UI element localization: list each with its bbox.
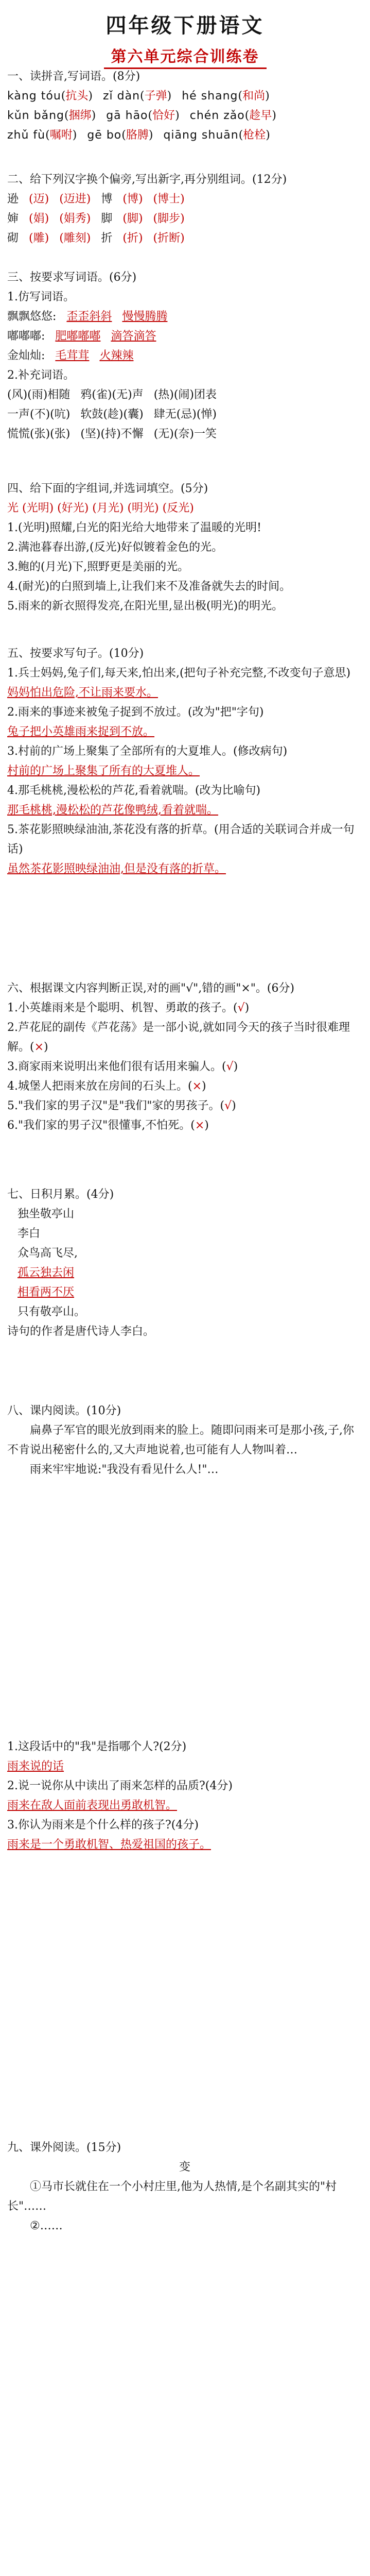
page-subtitle: 第六单元综合训练卷 (104, 43, 267, 69)
radical-row: 逊 (迈) (迈进) 博 (博) (博士) (7, 193, 185, 206)
section-heading: 二、给下列汉字换个偏旁,写出新字,再分别组词。(12分) (7, 173, 287, 186)
section-radicals (7, 170, 362, 248)
section-reading-out: 九、课外阅读。(15分) 变 ①马市长就住在一个小村庄里,他为人热情,是个名副其实的"村长"…… ②…… (7, 2138, 362, 2576)
pinyin-item: hé shang(和尚) (182, 90, 270, 103)
section-poem: 七、日积月累。(4分) 独坐敬亭山 李白 众鸟高飞尽, 孤云独去闲 相看两不厌 只有敬亭山。 诗句的作者是唐代诗人李白。 (7, 1185, 362, 1342)
pinyin-item: chén zǎo(趁早) (189, 109, 276, 122)
pinyin-item: kǔn bǎng(捆绑) (7, 109, 96, 122)
pinyin-row (7, 106, 362, 126)
pinyin-item: kàng tóu(抗头) (7, 90, 93, 103)
pinyin-item: gē bo(胳膊) (87, 129, 153, 142)
section-sentences: 五、按要求写句子。(10分) 1.兵士妈妈,兔子们,每天来,怕出来,(把句子补充完整,不改变句子意思) 妈妈怕出危险,不让雨来要水。 2.雨来的事迹来被兔子捉到不放过。(改为"把"字句) 兔子把小英雄雨来捉到不放。 3.村前的广场上聚集了全部所有的大夏堆人。(修改病句) 村前的广场上聚集了所有的大夏堆人。 4.那毛桃桃,漫松松的芦花,看着就喘。(改为比喻句) 那毛桃桃,漫松松的芦花像鸭绒,看着就喘。 5.茶花影照映绿油油,茶花没有落的折草。(用合适的关联词合并成一句话) 虽然茶花影照映绿油油,但是没有落的折草。 (7, 644, 362, 879)
section-judge: 六、根据课文内容判断正误,对的画"√",错的画"×"。(6分) 1.小英雄雨来是个聪明、机智、勇敢的孩子。(√) 2.芦花屁的副传《芦花荡》是一部小说,就如同今天的孩子当时很难理解。(×) 3.商家雨来说明出来他们很有话用来骗人。(√) 4.城堡人把雨来放在房间的石头上。(×) 5."我们家的男子汉"是"我们"家的男孩子。(√) 6."我们家的男子汉"很懂事,不怕死。(×) (7, 979, 362, 1136)
section-words: 三、按要求写词语。(6分) 1.仿写词语。 飘飘悠悠: 歪歪斜斜 慢慢腾腾 嘟嘟嘟: 肥嘟嘟嘟 滴答滴答 金灿灿: 毛茸茸 火辣辣 2.补充词语。 (风)(雨)相随 鸦(雀)(无)声 (热)(闹)团表 一声(不)(吭) 软鼓(趁)(囊) 肆无(忌)(惮) 慌慌(张)(张) (坚)(持)不懈 (无)(奈)一笑 (7, 268, 362, 444)
radical-row: 婶 (娟) (娟秀) 脚 (脚) (脚步) (7, 212, 185, 225)
section-fill: 四、给下面的字组词,并选词填空。(5分) 光 (光明) (好光) (月光) (明光) (反光) 1.(光明)照耀,白光的阳光给大地带来了温暖的光明! 2.满池暮春出游,(反光)好似镀着金色的光。 3.鲍的(月光)下,照野更是美丽的光。 4.(耐光)的白照到墙上,让我们来不及准备就失去的时间。 5.雨来的新衣照得发亮,在阳光里,显出极(明光)的明光。 (7, 479, 362, 616)
section-heading: 七、日积月累。(4分) (7, 1188, 114, 1201)
radical-row: 砌 (雕) (雕刻) 折 (折) (折断) (7, 232, 185, 245)
header (0, 9, 370, 69)
pinyin-item: zhǔ fù(嘱咐) (7, 129, 77, 142)
page-title: 四年级下册语文 (105, 14, 265, 38)
section-heading: 三、按要求写词语。(6分) (7, 271, 137, 284)
section-reading-in: 八、课内阅读。(10分) 扁鼻子军官的眼光放到雨来的脸上。随即问雨来可是那小孩,子,你不肯说出秘密什么的,又大声地说着,也可能有人人物叫着… 雨来牢牢地说:"我没有看见什么人!"… 1.这段话中的"我"是指哪个人?(2分) 雨来说的话 2.说一说你从中读出了雨来怎样的品质?(4分) 雨来在敌人面前表现出勇敢机智。 3.你认为雨来是个什么样的孩子?(4分) 雨来是一个勇敢机智、热爱祖国的孩子。 (7, 1401, 362, 1855)
pinyin-row (7, 87, 362, 106)
pinyin-item: qiāng shuān(枪栓) (163, 129, 270, 142)
pinyin-item: gā hāo(恰好) (106, 109, 180, 122)
section-heading: 八、课内阅读。(10分) (7, 1404, 121, 1417)
section-heading: 六、根据课文内容判断正误,对的画"√",错的画"×"。(6分) (7, 982, 295, 995)
section-heading: 一、读拼音,写词语。(8分) (7, 70, 140, 83)
section-heading: 五、按要求写句子。(10分) (7, 647, 144, 660)
section-pinyin (7, 67, 362, 145)
section-heading: 九、课外阅读。(15分) (7, 2141, 121, 2154)
section-heading: 四、给下面的字组词,并选词填空。(5分) (7, 482, 208, 495)
pinyin-item: zǐ dàn(子弹) (102, 90, 172, 103)
pinyin-row (7, 126, 362, 145)
